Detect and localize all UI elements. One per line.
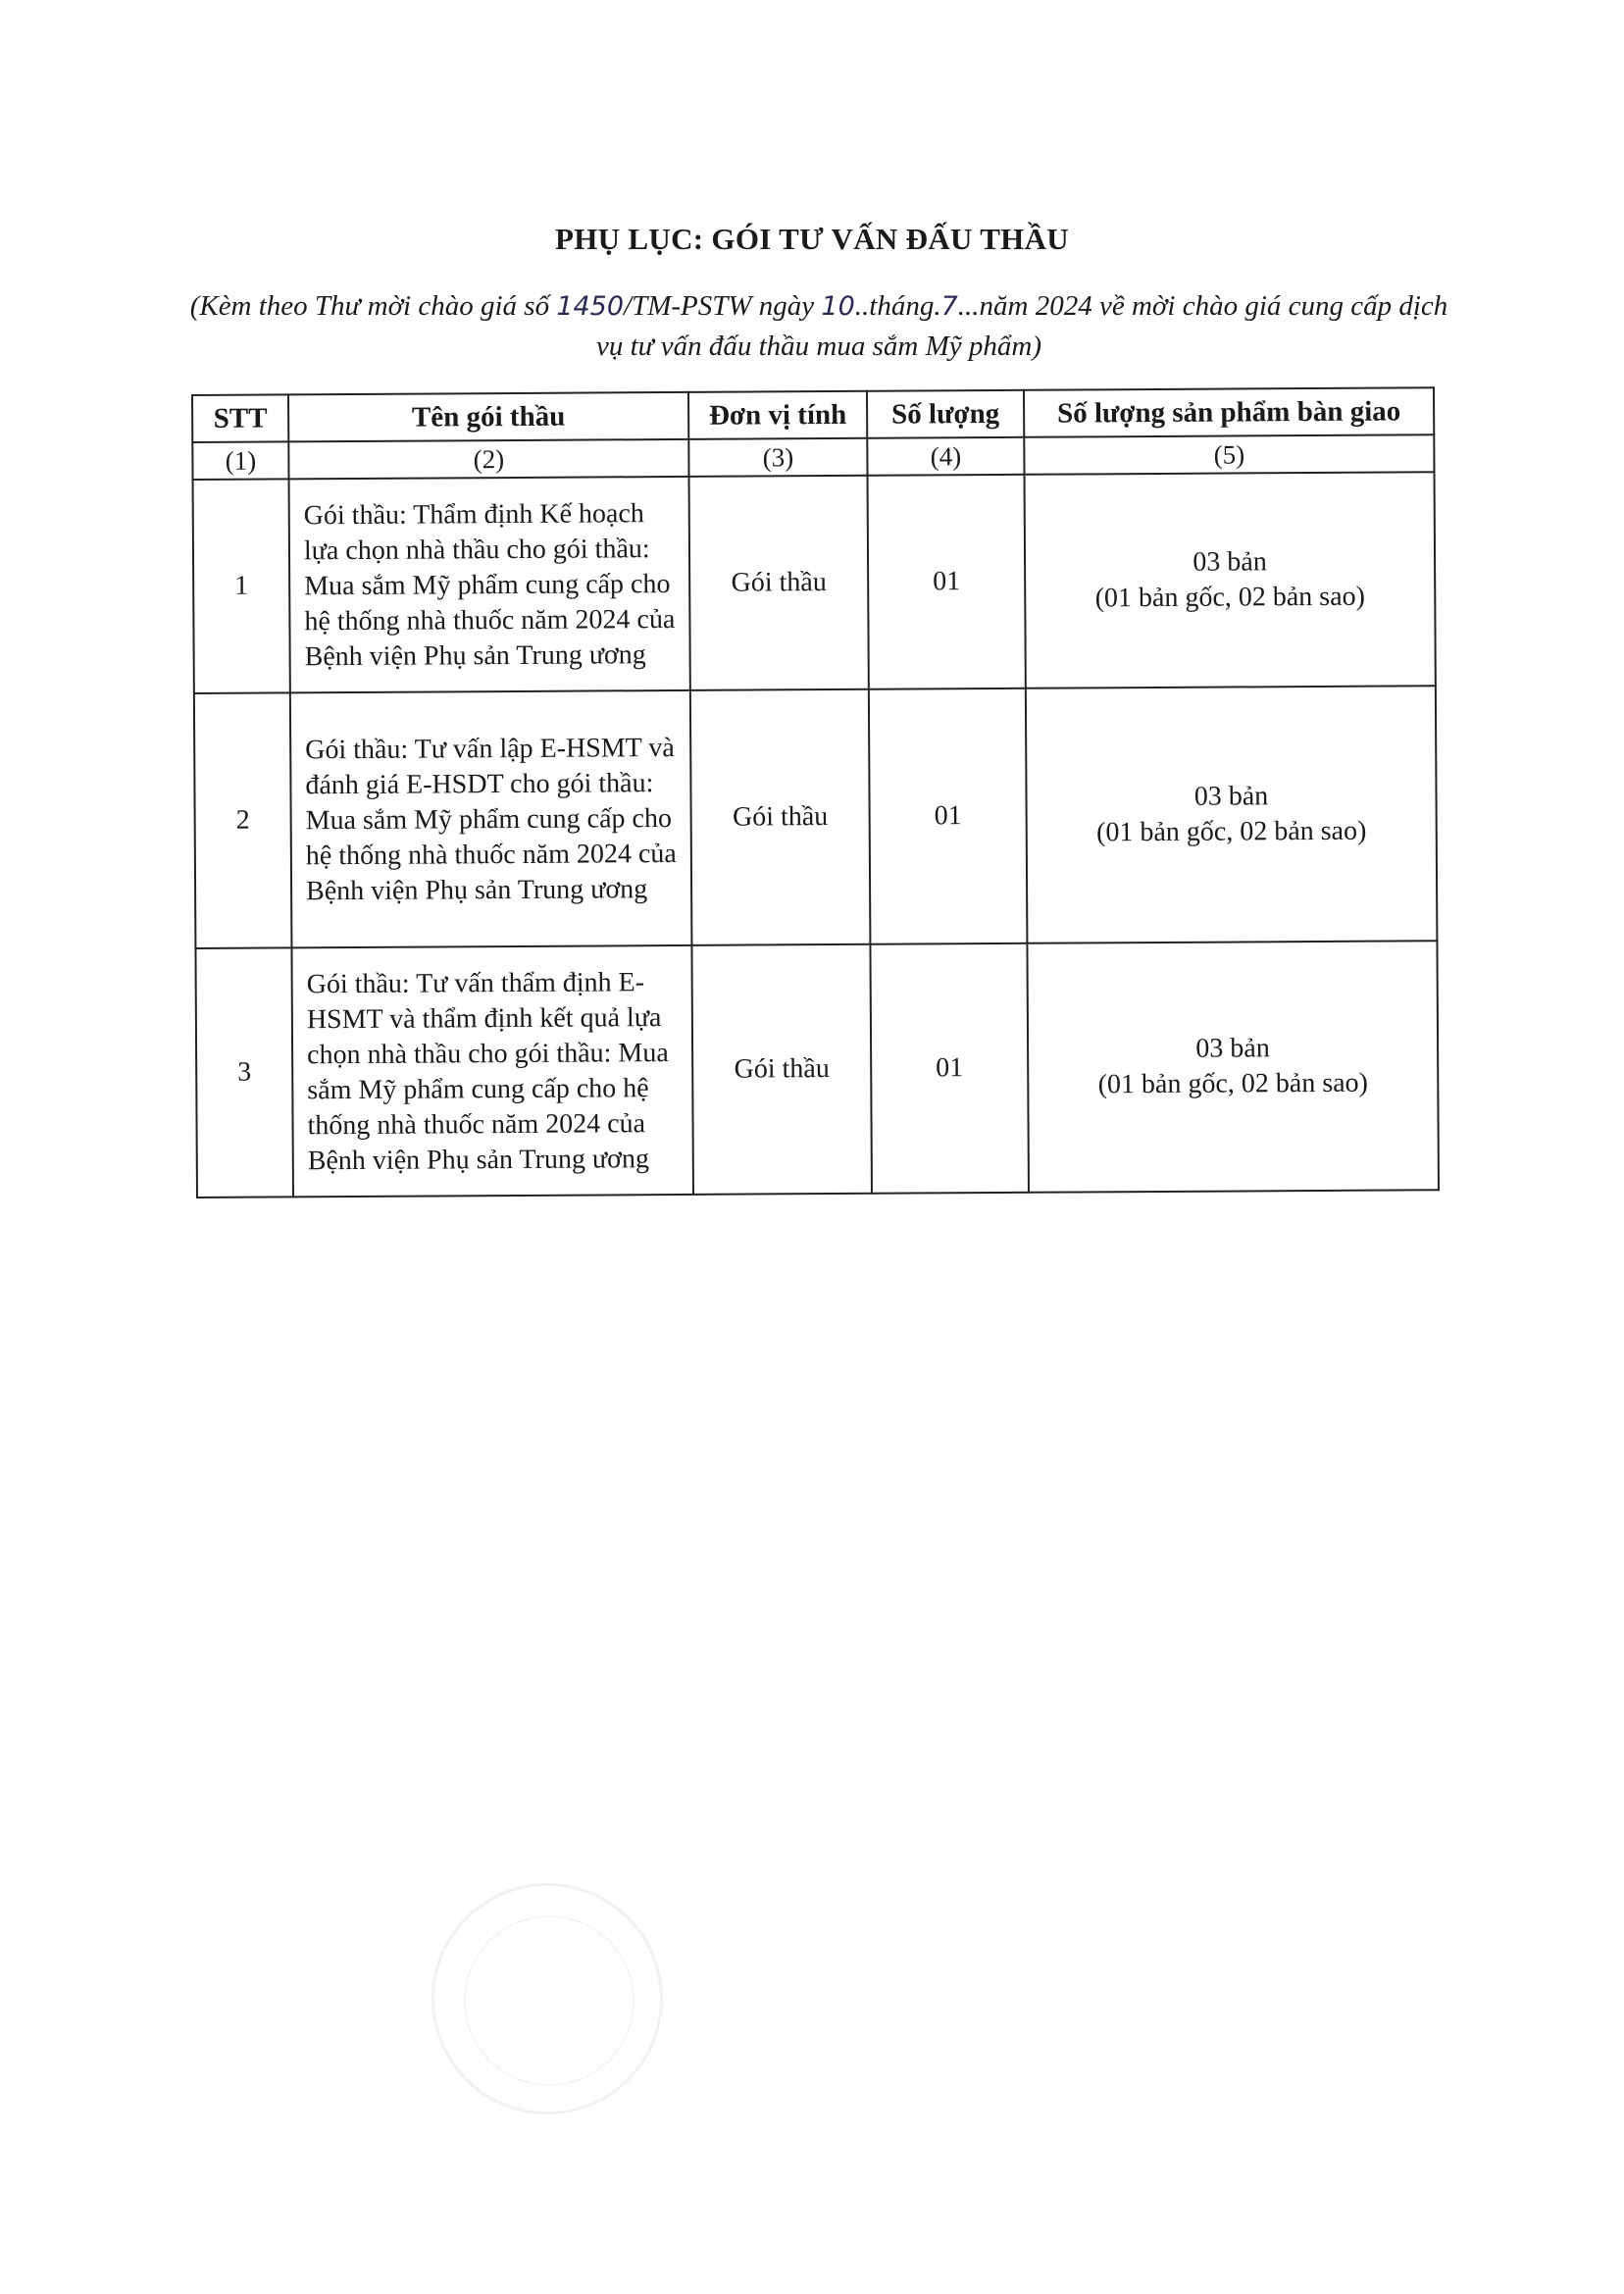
- row-stt: 1: [193, 479, 290, 693]
- header-package-name: Tên gói thầu: [288, 392, 688, 441]
- row-unit: Gói thầu: [689, 476, 869, 690]
- row-deliverables: [1025, 472, 1436, 688]
- row-quantity: 01: [868, 475, 1026, 689]
- column-number-2: (2): [288, 439, 688, 479]
- row-deliverables: [1027, 941, 1439, 1193]
- subtitle-prefix: (Kèm theo Thư mời chào giá số: [189, 290, 557, 322]
- column-number-5: (5): [1024, 434, 1434, 475]
- faded-stamp-inner-ring: [464, 1915, 634, 2086]
- table-row: [193, 472, 1436, 693]
- table-row: [195, 941, 1439, 1198]
- letter-number: 1450: [556, 291, 625, 322]
- header-unit: Đơn vị tính: [688, 391, 867, 439]
- deliverables-count: 03 bản: [1193, 781, 1269, 812]
- subtitle-suffix: ...năm 2024 về mời chào giá cung cấp dịch vụ tư vấn đấu thầu mua sắm Mỹ phẩm): [596, 290, 1448, 362]
- header-deliverables: Số lượng sản phẩm bàn giao: [1024, 387, 1434, 437]
- row-package-name: Gói thầu: Tư vấn thẩm định E-HSMT và thẩm định kết quả lựa chọn nhà thầu cho gói thầu: Mua sắm Mỹ phẩm cung cấp cho hệ thống nhà thuốc năm 2024 của Bệnh viện Phụ sản Trung ương: [291, 945, 693, 1197]
- letter-month: 7: [940, 291, 958, 322]
- deliverables-detail: (01 bản gốc, 02 bản sao): [1094, 581, 1366, 614]
- row-unit: Gói thầu: [690, 689, 871, 945]
- deliverables-detail: (01 bản gốc, 02 bản sao): [1097, 1067, 1369, 1100]
- header-stt: STT: [192, 394, 288, 442]
- column-number-4: (4): [867, 437, 1024, 476]
- deliverables-detail: (01 bản gốc, 02 bản sao): [1096, 815, 1367, 848]
- row-stt: 2: [194, 692, 292, 948]
- subtitle-mid-1: /TM-PSTW ngày: [624, 290, 822, 322]
- header-row: [192, 387, 1434, 442]
- bid-package-table-wrapper: [191, 386, 1438, 1198]
- column-number-1: (1): [192, 441, 288, 480]
- row-unit: Gói thầu: [691, 944, 872, 1195]
- row-quantity: 01: [869, 688, 1028, 944]
- row-package-name: Gói thầu: Tư vấn lập E-HSMT và đánh giá E-HSDT cho gói thầu: Mua sắm Mỹ phẩm cung cấp cho hệ thống nhà thuốc năm 2024 của Bệnh viện Phụ sản Trung ương: [290, 690, 692, 947]
- row-deliverables: [1026, 686, 1438, 943]
- page-title: PHỤ LỤC: GÓI TƯ VẤN ĐẤU THẦU: [555, 222, 1069, 256]
- faded-stamp-mark: [431, 1883, 663, 2115]
- table-row: [194, 686, 1438, 948]
- deliverables-count: 03 bản: [1193, 546, 1267, 578]
- letter-day: 10: [821, 291, 855, 322]
- page-subtitle: [186, 286, 1451, 366]
- header-quantity: Số lượng: [867, 390, 1024, 438]
- row-quantity: 01: [870, 943, 1029, 1194]
- column-number-3: (3): [688, 438, 867, 477]
- row-stt: 3: [195, 947, 293, 1198]
- subtitle-mid-2: ..tháng.: [854, 290, 941, 322]
- deliverables-count: 03 bản: [1195, 1033, 1270, 1064]
- row-package-name: Gói thầu: Thẩm định Kế hoạch lựa chọn nhà thầu cho gói thầu: Mua sắm Mỹ phẩm cung cấp cho hệ thống nhà thuốc năm 2024 của Bệnh viện Phụ sản Trung ương: [289, 477, 690, 692]
- bid-package-table: [191, 386, 1440, 1198]
